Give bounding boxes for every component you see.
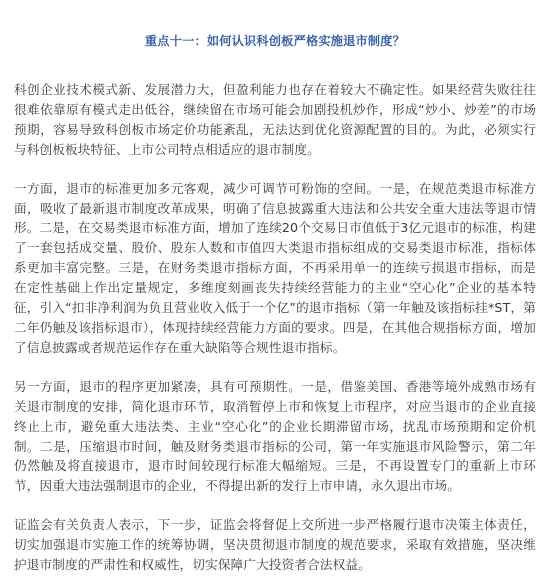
paragraph-delisting-procedure: 另一方面，退市的程序更加紧凑，具有可预期性。一是，借鉴美国、香港等境外成熟市场有关退市制度的安排，简化退市环节，取消暂停上市和恢复上市程序，对应当退市的企业直接终止上市，避免重大违法类、主业“空心化”的企业长期滞留市场，扰乱市场预期和定价机制。二是，压缩退市时间，触及财务类退市指标的公司，第一年实施退市风险警示，第二年仍然触及将直接退市，退市时间较现行标准大幅缩短。三是，不再设置专门的重新上市环节，因重大违法强制退市的企业，不得提出新的发行上市申请，永久退出市场。	[14, 378, 536, 494]
paragraph-next-steps: 证监会有关负责人表示，下一步，证监会将督促上交所进一步严格履行退市决策主体责任，切实加强退市实施工作的统筹协调，坚决贯彻退市制度的规范要求，采取有效措施，坚决维护退市制度的严肃性和权威性，切实保障广大投资者合法权益。	[14, 517, 536, 573]
paragraph-intro: 科创企业技术模式新、发展潜力大，但盈利能力也存在着较大不确定性。如果经营失败往往很难依靠原有模式走出低谷，继续留在市场可能会加剧投机炒作，形成“炒小、炒差”的市场预期，容易导致科创板市场定价功能紊乱，无法达到优化资源配置的目的。为此，必须实行与科创板板块特征、上市公司特点相适应的退市制度。	[14, 82, 536, 157]
paragraph-delisting-standards: 一方面，退市的标准更加多元客观，减少可调节可粉饰的空间。一是，在规范类退市标准方面，吸收了最新退市制度改革成果，明确了信息披露重大违法和公共安全重大违法等退市情形。二是，在交易类退市标准方面，增加了连续20个交易日市值低于3亿元退市的标准，构建了一套包括成交量、股价、股东人数和市值四大类退市指标组成的交易类退市标准，指标体系更加丰富完整。三是，在财务类退市指标方面，不再采用单一的连续亏损退市指标，而是在定性基础上作出定量规定，多维度刻画丧失持续经营能力的主业“空心化”企业的基本特征，引入“扣非净利润为负且营业收入低于一个亿”的退市指标（第一年触及该指标挂*ST，第二年仍触及该指标退市），体现持续经营能力方面的要求。四是，在其他合规指标方面，增加了信息披露或者规范运作存在重大缺陷等合规性退市指标。	[14, 180, 536, 355]
article-heading: 重点十一：如何认识科创板严格实施退市制度？	[144, 34, 406, 48]
article-body	[14, 80, 536, 575]
